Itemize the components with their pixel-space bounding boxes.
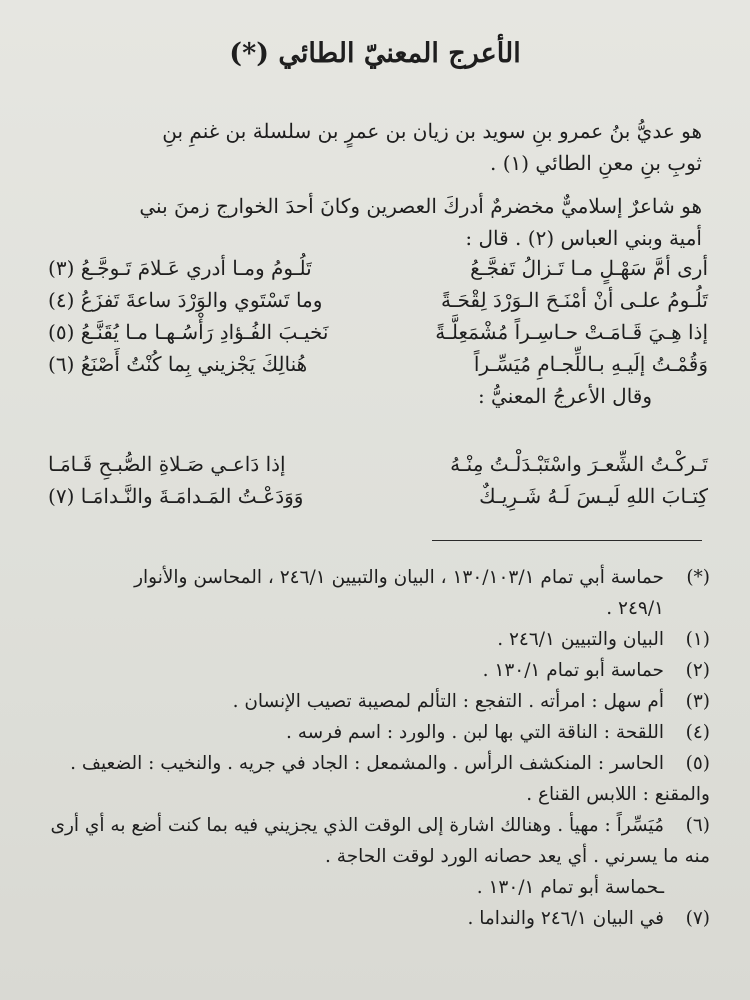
footnote-text: حماسة أبو تمام ١٣٠/١ .	[482, 660, 664, 681]
verse-first-hemistich: تَلُـومُ علـى أنْ أمْنَـحَ الـوَرْدَ لِقْحَـةً	[440, 288, 708, 312]
footnote-marker: (٥)	[685, 753, 710, 774]
footnote-text: أم سهل : امرأته . التفجع : التألم لمصيبة تصيب الإنسان .	[232, 691, 664, 712]
footnote-marker: (٧)	[685, 908, 710, 929]
poem-one	[48, 252, 708, 412]
footnote-continuation: والمقنع : اللابس القناع .	[526, 784, 710, 805]
bio-paragraph-lineage	[60, 115, 702, 179]
verse-row	[48, 284, 708, 316]
verse-second-hemistich: إذا دَاعـي صَـلاةِ الصُّبـحِ قَـامَـا	[48, 452, 286, 476]
footnote-marker: (٢)	[685, 660, 710, 681]
footnote-continuation: ـحماسة أبو تمام ١٣٠/١ .	[476, 877, 664, 898]
footnote-continuation: منه ما يسرني . أي يعد حصانه الورد لوقت الحاجة .	[325, 846, 710, 867]
footnote-marker: (*)	[686, 567, 710, 588]
page-title: الأعرج المعنيّ الطائي (*)	[229, 38, 521, 69]
verse-second-hemistich: تَلُـومُ ومـا أدري عَـلامَ تَـوجَّـعُ (٣)	[48, 256, 312, 280]
footnote-text: مُيَسِّراً : مهيأ . وهنالك اشارة إلى الوقت الذي يجزيني فيه بما كنت أضع به أي أرى	[50, 815, 664, 836]
verse-row	[48, 480, 708, 512]
footnote-marker: (٦)	[685, 815, 710, 836]
verse-row	[48, 252, 708, 284]
verse-second-hemistich: وَوَدَعْـتُ المَـدامَـةَ والنَّـدامَـا (٧)	[48, 484, 304, 508]
footnote	[30, 810, 710, 841]
footnote-text: في البيان ٢٤٦/١ والنداما .	[467, 908, 664, 929]
verse-first-hemistich: كِتـابَ اللهِ لَيـسَ لَـهُ شَـرِيـكٌ	[479, 484, 708, 508]
footnote-text: البيان والتبيين ٢٤٦/١ .	[497, 629, 664, 650]
footnote-divider	[432, 540, 702, 541]
footnote-marker: (١)	[685, 629, 710, 650]
poem-two	[48, 448, 708, 512]
bio-paragraph-description	[60, 190, 702, 254]
footnote	[30, 655, 710, 686]
bio-line: هو عديُّ بنُ عمرو بنِ سويد بن زيان بن عمرٍ بن سلسلة بن غنمِ بنِ	[162, 119, 702, 143]
verse-second-hemistich: وما تَسْتَوي والوَرْدَ ساعةَ تَفزَعُ (٤)	[48, 288, 323, 312]
verse-row	[48, 316, 708, 348]
footnote	[30, 903, 710, 934]
verse-first-hemistich: أرى أمَّ سَهْـلٍ مـا تَـزالُ تَفجَّـعُ	[470, 256, 708, 280]
footnotes	[30, 562, 710, 934]
verse-second-hemistich: هُنالِكَ يَجْزيني بِما كُنْتُ أَصْنَعُ (٦)	[48, 352, 308, 376]
verse-row	[48, 448, 708, 480]
bio-line: أمية وبني العباس (٢) . قال :	[465, 226, 702, 250]
footnote-text: حماسة أبي تمام ١٣٠/١٠٣/١ ، البيان والتبيين ٢٤٦/١ ، المحاسن والأنوار	[134, 567, 664, 588]
footnote	[30, 686, 710, 717]
footnote-continuation: ٢٤٩/١ .	[606, 598, 664, 619]
verse-first-hemistich: وَقُمْـتُ إلَيـهِ بـاللِّجـامِ مُيَسِّـراً	[473, 352, 708, 376]
footnote-text: الحاسر : المنكشف الرأس . والمشمعل : الجاد في جريه . والنخيب : الضعيف .	[70, 753, 664, 774]
poem-two-intro: وقال الأعرجُ المعنيُّ :	[477, 384, 652, 408]
bio-line: ثوبِ بنِ معنِ الطائي (١) .	[489, 151, 702, 175]
bio-line: هو شاعرٌ إسلاميٌّ مخضرمٌ أدركَ العصرين وكانَ أحدَ الخوارج زمنَ بني	[139, 194, 702, 218]
verse-first-hemistich: تَـركْـتُ الشِّعـرَ واسْتَبْـدَلْـتُ مِنْـهُ	[450, 452, 708, 476]
footnote-marker: (٣)	[685, 691, 710, 712]
verse-first-hemistich: إذا هِـيَ قَـامَـتْ حـاسِـراً مُشْمَعِلَّـةً	[435, 320, 708, 344]
footnote	[30, 562, 710, 593]
footnote	[30, 624, 710, 655]
footnote-text: اللقحة : الناقة التي بها لبن . والورد : اسم فرسه .	[285, 722, 664, 743]
verse-row	[48, 348, 708, 380]
footnote	[30, 717, 710, 748]
verse-second-hemistich: نَخيـبَ الفُـؤادِ رَأْسُـهـا مـا يُقَنَّـعُ (٥)	[48, 320, 329, 344]
footnote-marker: (٤)	[685, 722, 710, 743]
footnote	[30, 748, 710, 779]
